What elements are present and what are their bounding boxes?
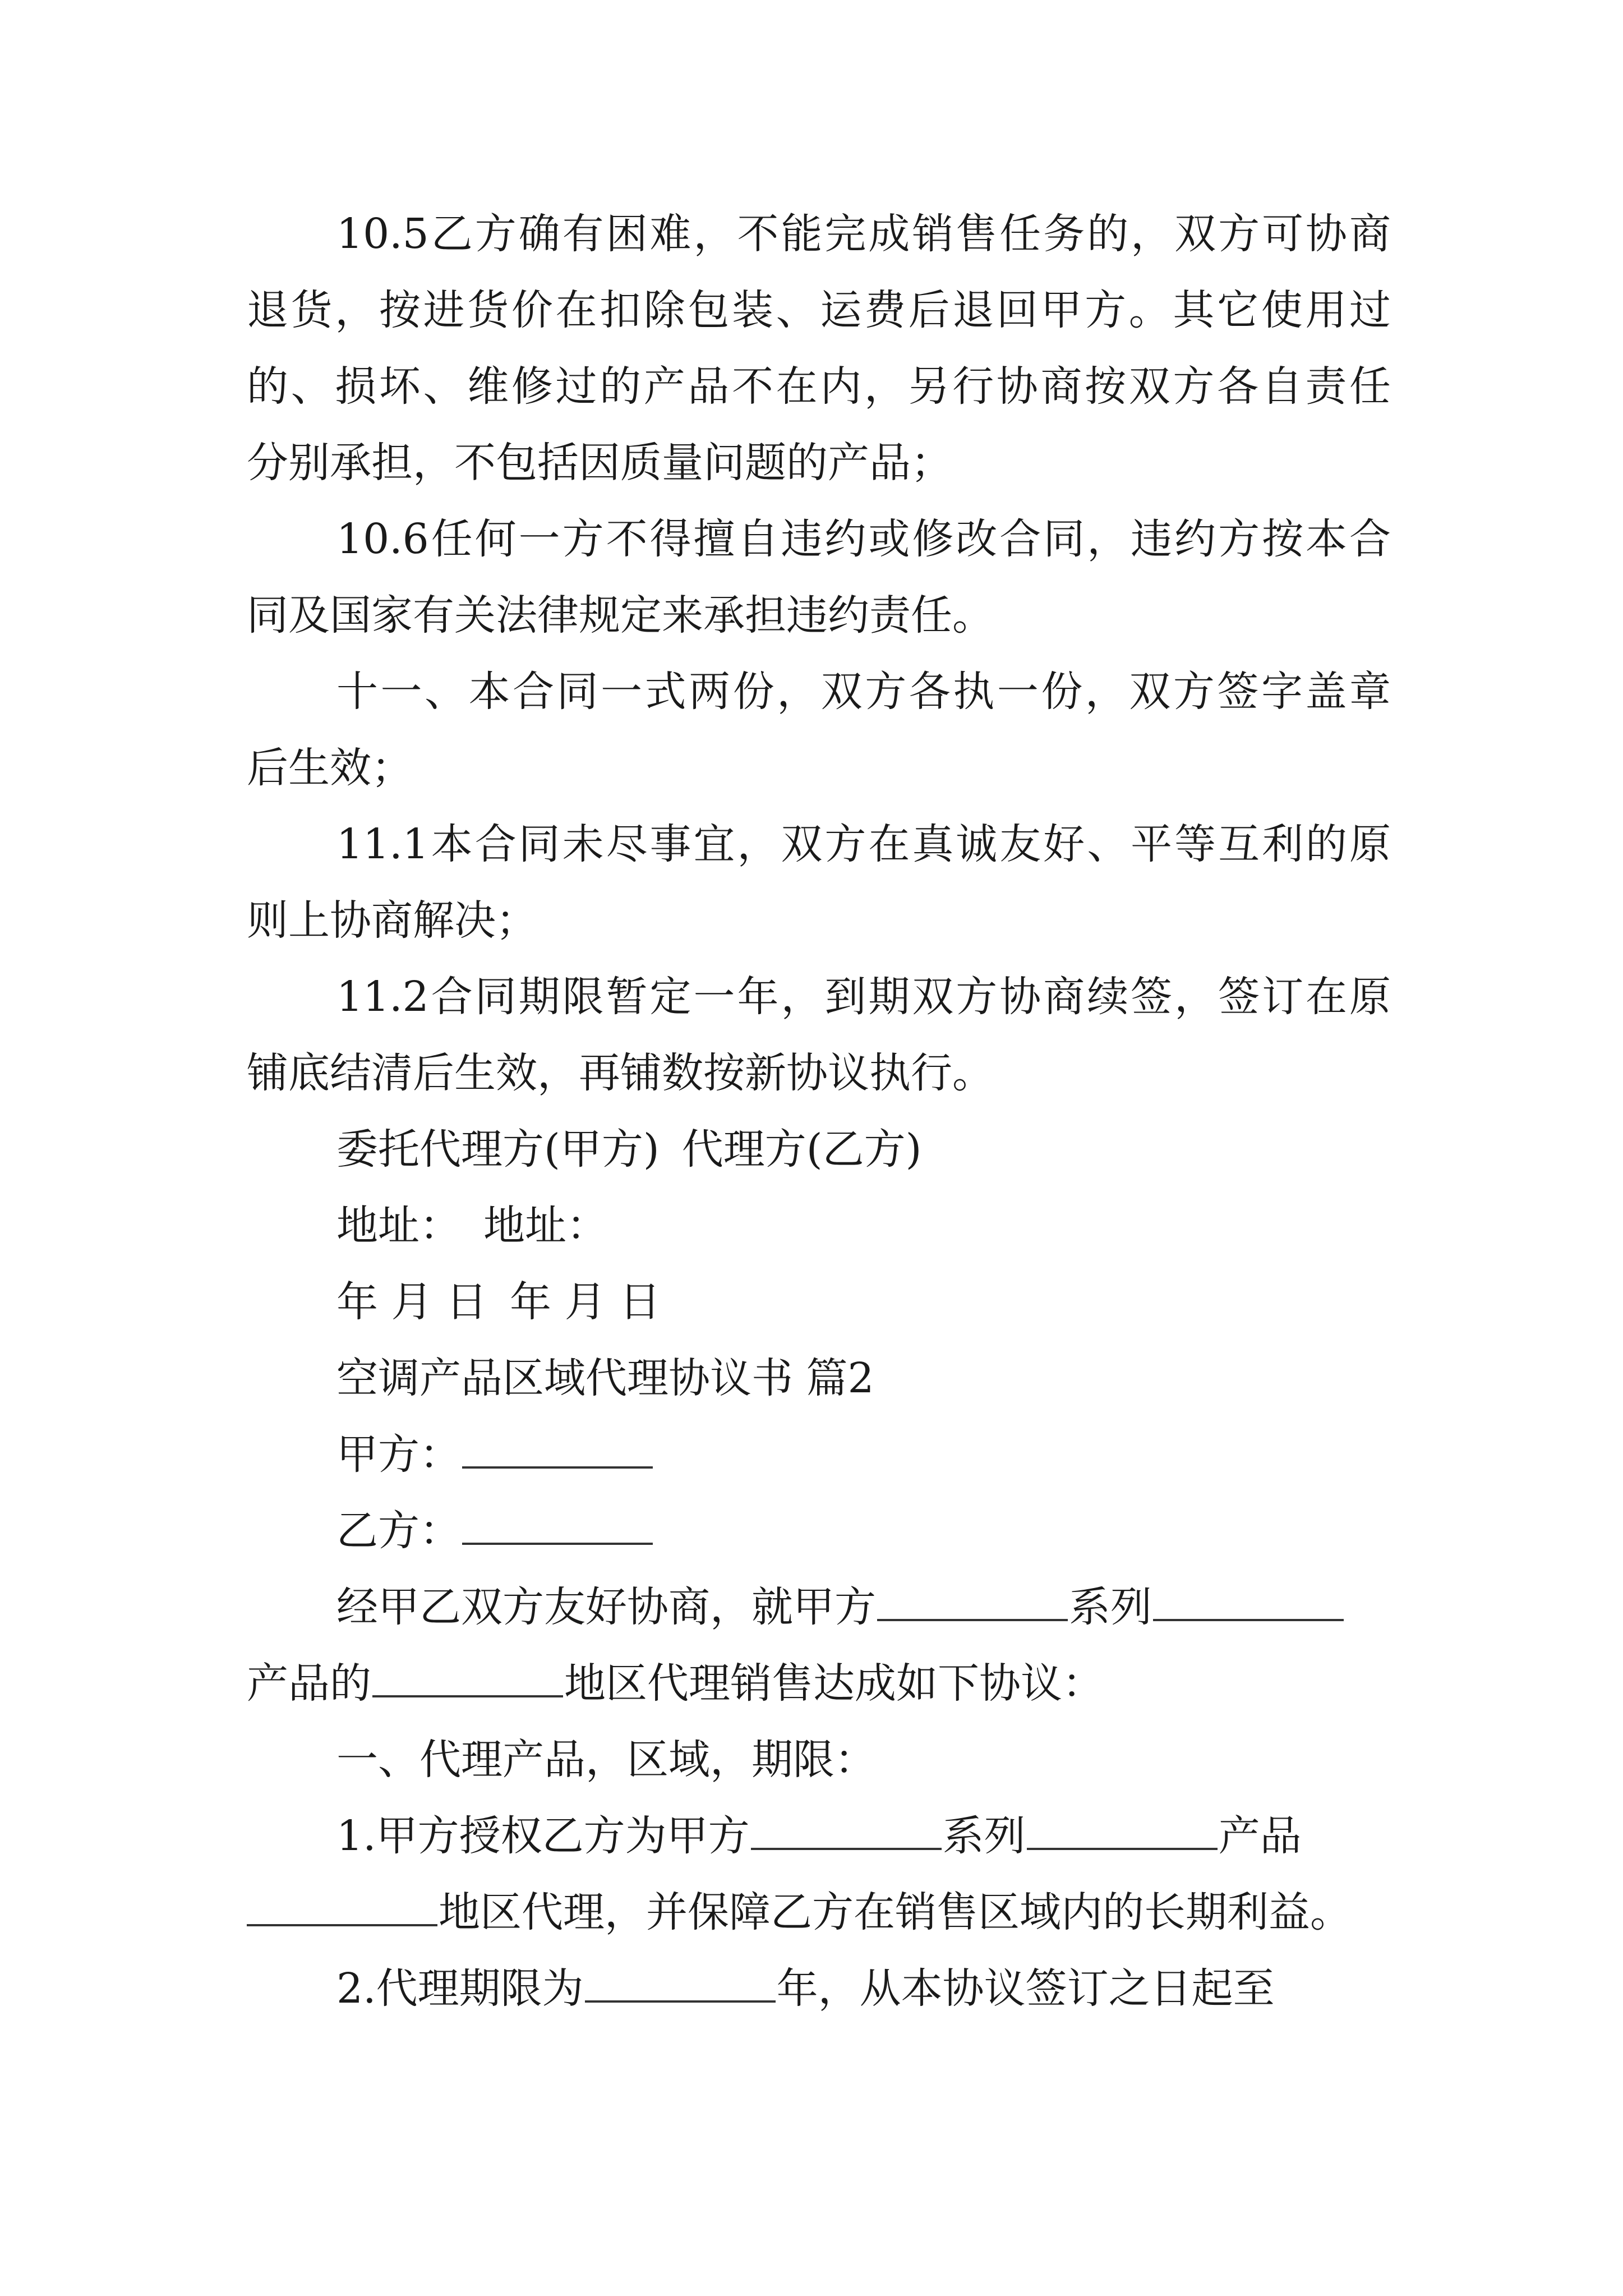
clause-10-5-line-4: 分别承担，不包括因质量问题的产品； — [247, 439, 952, 487]
clause-11-1-line-1: 11.1本合同未尽事宜，双方在真诚友好、平等互利的原 — [336, 820, 1391, 868]
agreement-2-title: 空调产品区域代理协议书 篇2 — [336, 1354, 874, 1402]
clause-10-5-line-2: 退货，按进货价在扣除包装、运费后退回甲方。其它使用过 — [247, 286, 1391, 334]
party-b-field-label: 乙方： — [336, 1507, 461, 1555]
party-a-field-line — [336, 1429, 1391, 1480]
clause-11-line-1: 十一、本合同一式两份，双方各执一份，双方签字盖章 — [336, 668, 1391, 716]
address-b-label: 地址： — [483, 1202, 608, 1250]
clause-11-1-line-2: 则上协商解决； — [247, 896, 537, 945]
item-1-region-blank — [247, 1890, 437, 1926]
clause-10-5-line-1: 10.5乙方确有困难，不能完成销售任务的，双方可协商 — [336, 210, 1391, 258]
item-1-text-a: 1.甲方授权乙方为甲方 — [336, 1812, 750, 1860]
clause-11-2-line-1: 11.2合同期限暂定一年，到期双方协商续签，签订在原 — [336, 973, 1391, 1021]
clause-11-2-line-2: 铺底结清后生效，再铺数按新协议执行。 — [247, 1049, 994, 1097]
clause-11-line-2: 后生效； — [247, 744, 413, 792]
item-2-text-b: 年，从本协议签订之日起至 — [776, 1964, 1275, 2013]
intro-text-b: 系列 — [1069, 1583, 1152, 1631]
signature-parties-line — [336, 1124, 1391, 1175]
clause-10-5-line-3: 的、损坏、维修过的产品不在内，另行协商按双方各自责任 — [247, 362, 1391, 411]
item-1-series-blank — [1027, 1814, 1218, 1850]
intro-text-d: 地区代理销售达成如下协议： — [564, 1659, 1104, 1708]
section-1-heading: 一、代理产品，区域，期限： — [336, 1736, 876, 1784]
item-1-line-1 — [336, 1811, 1391, 1861]
intro-line-1 — [336, 1582, 1391, 1632]
item-1-text-b: 系列 — [942, 1812, 1026, 1860]
series-blank — [1153, 1585, 1344, 1621]
date-b-label: 年 月 日 — [510, 1278, 661, 1326]
intro-text-c: 产品的 — [247, 1659, 371, 1708]
signature-address-line — [336, 1200, 1391, 1251]
item-2-text-a: 2.代理期限为 — [336, 1964, 584, 2013]
item-2-line-1 — [336, 1963, 1391, 2014]
intro-text-a: 经甲乙双方友好协商，就甲方 — [336, 1583, 876, 1631]
item-1-text-c: 产品 — [1218, 1812, 1302, 1860]
term-years-blank — [585, 1967, 776, 2003]
party-b-blank — [462, 1509, 653, 1545]
item-1-brand-blank — [751, 1814, 942, 1850]
party-a-blank — [462, 1433, 653, 1469]
clause-10-6-line-1: 10.6任何一方不得擅自违约或修改合同，违约方按本合 — [336, 515, 1391, 563]
brand-blank — [877, 1585, 1068, 1621]
clause-10-6-line-2: 同及国家有关法律规定来承担违约责任。 — [247, 591, 994, 639]
signature-date-line — [336, 1277, 1391, 1327]
party-b-field-line — [336, 1506, 1391, 1556]
party-b-label: 代理方(乙方) — [681, 1125, 922, 1174]
party-a-field-label: 甲方： — [336, 1430, 461, 1479]
item-1-line-2 — [247, 1887, 1391, 1938]
address-a-label: 地址： — [336, 1202, 461, 1250]
region-blank — [372, 1662, 563, 1697]
intro-line-2 — [247, 1658, 1391, 1709]
item-1-text-d: 地区代理，并保障乙方在销售区域内的长期利益。 — [439, 1888, 1352, 1936]
date-a-label: 年 月 日 — [336, 1278, 488, 1326]
party-a-label: 委托代理方(甲方) — [336, 1125, 660, 1174]
